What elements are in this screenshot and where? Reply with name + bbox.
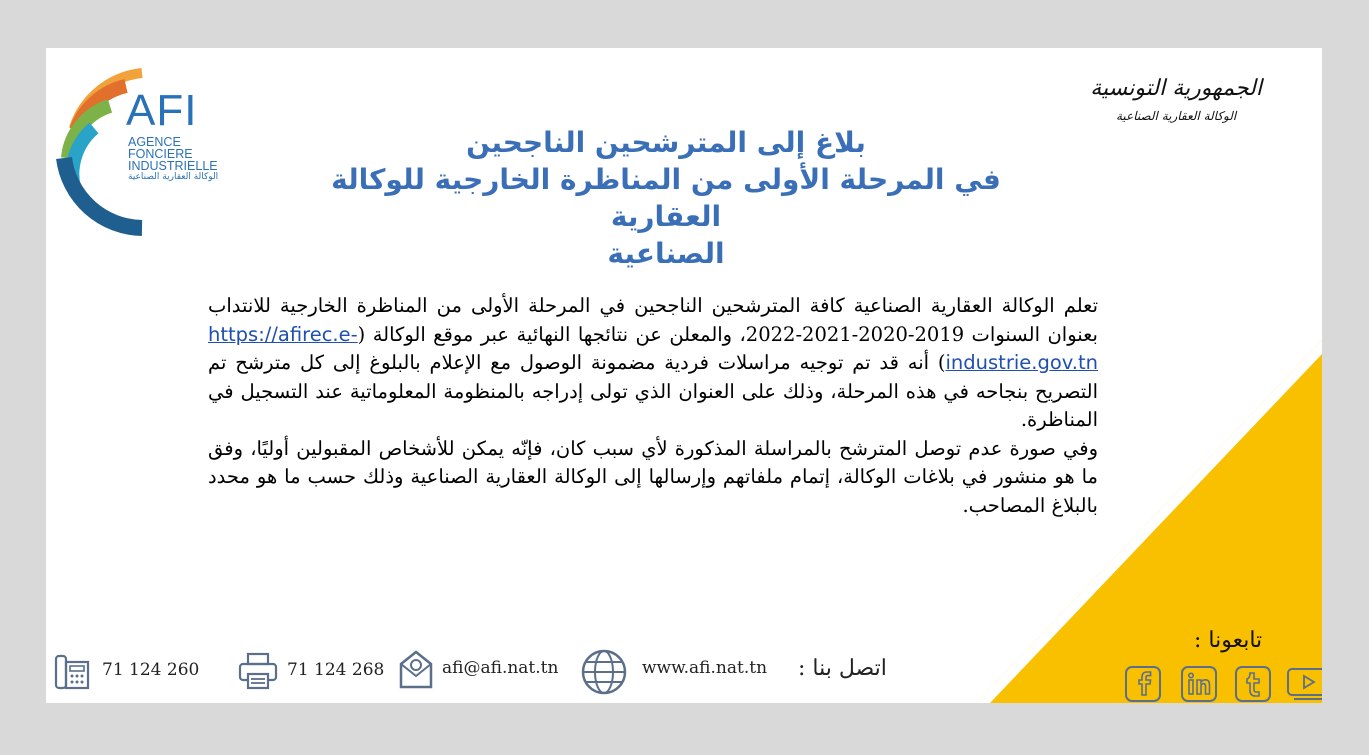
agency-subtitle: الوكالة العقارية الصناعية (1115, 109, 1237, 123)
phone-number: 71 124 260 (102, 660, 200, 680)
slide (46, 48, 1322, 703)
fax-icon (238, 652, 278, 690)
video-icon[interactable] (1286, 665, 1322, 703)
government-header (1090, 76, 1262, 123)
logo-line1: AGENCE (128, 135, 181, 149)
tumblr-icon[interactable] (1234, 665, 1272, 703)
website-link[interactable]: https://afirec.e-industrie.gov.tn (208, 322, 1098, 374)
republic-title: الجمهورية التونسية (1090, 76, 1262, 101)
title-line3: الصناعية (607, 237, 725, 270)
logo-arabic: الوكالة العقارية الصناعية (128, 172, 219, 182)
title-line1: بلاغ إلى المترشحين الناجحين (466, 126, 866, 159)
p1-text-before: تعلم الوكالة العقارية الصناعية كافة المترشحين الناجحين في المرحلة الأولى من المناظرة الخارجية للانتداب بعنوان السنوات 2019-2020-2021-2022، والمعلن عن نتائجها النهائية عبر موقع الوكالة ( (208, 294, 1098, 346)
logo-line2: FONCIERE (128, 147, 193, 161)
logo-line3: INDUSTRIELLE (128, 159, 218, 173)
logo-acronym: AFI (126, 86, 198, 135)
phone-icon (52, 652, 92, 692)
email-text[interactable]: afi@afi.nat.tn (442, 658, 559, 678)
website-text[interactable]: www.afi.nat.tn (642, 658, 768, 678)
facebook-icon[interactable] (1124, 665, 1162, 703)
fax-number: 71 124 268 (287, 660, 385, 680)
email-icon (398, 648, 434, 690)
page-title (276, 124, 1056, 272)
title-line2: في المرحلة الأولى من المناظرة الخارجية للوكالة العقارية (331, 163, 1001, 233)
announcement-body (208, 292, 1098, 520)
afi-logo (54, 68, 234, 238)
globe-icon (580, 648, 628, 696)
paragraph-2: وفي صورة عدم توصل المترشح بالمراسلة المذكورة لأي سبب كان، فإنّه يمكن للأشخاص المقبولين أوليًا، وفق ما هو منشور في بلاغات الوكالة، إتمام ملفاتهم وإرسالها إلى الوكالة العقارية الصناعية وذلك حسب ما هو محدد بالبلاغ المصاحب. (208, 436, 1098, 517)
contact-label: اتصل بنا : (798, 656, 887, 681)
linkedin-icon[interactable] (1180, 665, 1218, 703)
p1-text-after: ) أنه قد تم توجيه مراسلات فردية مضمونة الوصول مع الإعلام بالبلوغ إلى كل مترشح تم التصريح بنجاحه في هذه المرحلة، وذلك على العنوان الذي تولى إدراجه بالمنظومة المعلوماتية عند التسجيل في المناظرة. (208, 351, 1098, 431)
paragraph-1 (208, 292, 1098, 435)
follow-label: تابعونا : (1194, 628, 1263, 653)
